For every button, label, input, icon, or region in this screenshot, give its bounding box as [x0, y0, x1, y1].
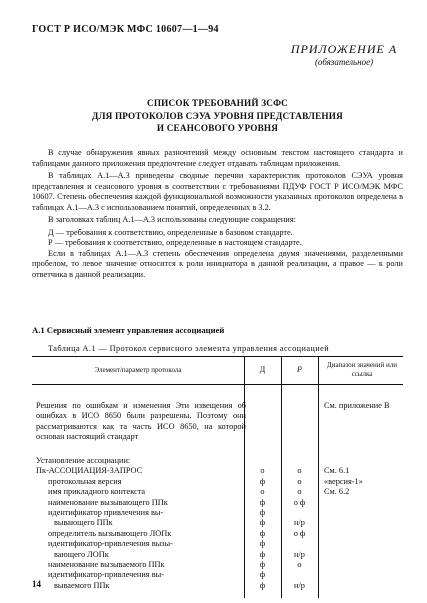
title-line-1: СПИСОК ТРЕБОВАНИЙ ЗСФС [146, 98, 289, 108]
header-divider [32, 384, 403, 385]
page-number: 14 [32, 579, 41, 589]
row-element-name: идентификатор-привлечения вы- [48, 570, 164, 580]
paragraph-2: В таблицах А.1—А.3 приведены сводные перечни характеристик протоколов СЭУА уровня представления и сеансового уровня в соответствии с требованиями ПДУФ ГОСТ Р ИСО/МЭК МФС 10607. Степень обеспечения каждой функциональной возможности указанных протоколов определена в таблицах А.1—А.3 с использованием понятий, определенных в 3.2. [32, 171, 403, 212]
row-element-name: вывающего ППк [54, 518, 113, 528]
row-element-name: определитель вызывающего ЛОПк [48, 528, 172, 538]
row-r-value: н/р [294, 580, 305, 590]
row-element-name: наименование вызываемого ППк [48, 560, 165, 569]
row-element-name: имя прикладного контекста [48, 487, 146, 497]
appendix-note: (обязательное) [314, 57, 374, 67]
title-line-3: И СЕАНСОВОГО УРОВНЯ [156, 123, 279, 133]
row-r-value: о ф [293, 497, 306, 507]
row-r-value: н/р [294, 549, 305, 559]
header-range: Диапазон значений или ссылка [326, 361, 398, 378]
paragraph-3: В заголовках таблиц А.1—А.3 использованы следующие сокращения: [48, 215, 296, 224]
row-d-value: ф [259, 539, 266, 549]
row-d-value: ф [259, 528, 266, 538]
document-title [32, 97, 403, 135]
row-d-value: ф [259, 580, 266, 590]
row-r-value: о [297, 487, 302, 497]
row-element-name: Пк-АССОЦИАЦИЯ-ЗАПРОС [36, 466, 143, 476]
errata-reference: См. приложение В [324, 401, 390, 410]
section-heading: А.1 Сервисный элемент управления ассоциацией [32, 325, 225, 335]
body-text [32, 148, 403, 282]
row-element-name: наименование вызывающего ППк [48, 497, 168, 507]
row-d-value: ф [259, 560, 266, 569]
row-element-name: идентификатор привлечения вы- [48, 508, 164, 517]
row-d-value: ф [259, 476, 266, 486]
row-d-value: ф [259, 508, 266, 517]
row-d-value: ф [259, 518, 266, 528]
title-line-2: ДЛЯ ПРОТОКОЛОВ СЭУА УРОВНЯ ПРЕДСТАВЛЕНИЯ [92, 110, 343, 121]
appendix-label [289, 42, 399, 67]
header-d: Д [259, 365, 266, 374]
row-range-value: «версия-1» [324, 476, 363, 486]
row-r-value: н/р [294, 518, 305, 528]
row-r-value: о [297, 476, 302, 486]
row-element-name: протокольная версия [48, 476, 122, 486]
row-element-name: идентификатор-привлечения вызы- [48, 539, 173, 549]
abbreviation-r: Р — требования к соответствию, определенные в настоящем стандарте. [48, 238, 302, 247]
standard-header: ГОСТ Р ИСО/МЭК МФС 10607—1—94 [32, 24, 219, 35]
row-d-value: ф [259, 570, 266, 580]
row-element-name: Установление ассоциации: [36, 456, 131, 465]
abbreviation-d: Д — требования к соответствию, определенные в базовом стандарте. [48, 227, 293, 237]
table-caption: Таблица А.1 — Протокол сервисного элемента управления ассоциацией [48, 344, 330, 353]
row-r-value: о [297, 466, 302, 476]
header-r: Р [297, 365, 302, 374]
row-element-name: вываемого ППк [54, 580, 110, 590]
paragraph-4: Если в таблицах А.1—А.3 степень обеспечения определена двумя значениями, разделенными пробелом, то левое значение относится к роли инициатора в данной реализации, а правое — к роли ответчика в данной реализации. [32, 248, 403, 279]
header-element: Элемент/параметр протокола [94, 366, 182, 374]
row-r-value: о [297, 560, 302, 569]
row-element-name: вающего ЛОПк [54, 549, 109, 559]
row-d-value: ф [259, 497, 266, 507]
row-range-value: См. 6.1 [324, 466, 350, 476]
row-d-value: о [260, 466, 265, 476]
column-divider [318, 356, 319, 598]
errata-note: Решения по ошибкам и изменения Эти извещения об ошибках в ИСО 8650 были разрешены. Поэтому они рассматриваются как та часть ИСО 8650, на которой основан настоящий стандарт [36, 401, 246, 441]
requirements-table [32, 356, 403, 598]
row-r-value: о ф [293, 528, 306, 538]
row-range-value: См. 6.2 [324, 487, 350, 497]
row-d-value: ф [259, 549, 266, 559]
row-d-value: о [260, 487, 265, 497]
appendix-title: ПРИЛОЖЕНИЕ А [290, 42, 398, 56]
paragraph-1: В случае обнаружения явных разночтений между основным текстом настоящего стандарта и таблицами данного приложения предпочтение следует отдавать таблицам приложения. [32, 148, 403, 168]
